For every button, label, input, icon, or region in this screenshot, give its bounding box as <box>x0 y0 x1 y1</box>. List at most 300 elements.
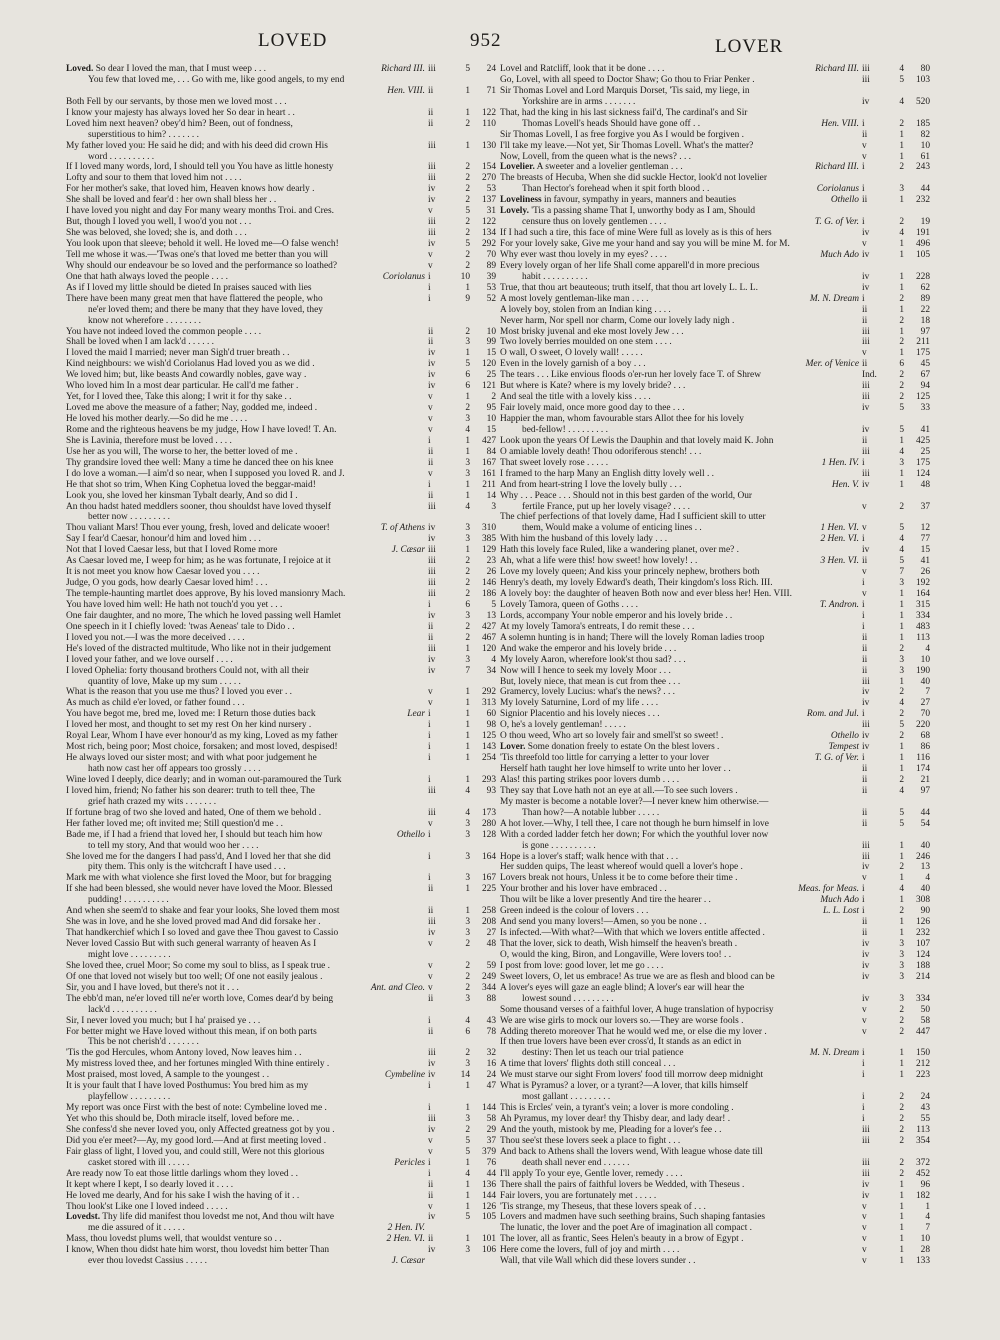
concordance-entry <box>500 1169 930 1180</box>
scene-number: 2 <box>465 184 470 195</box>
concordance-entry <box>500 775 930 786</box>
entry-quotation: I know, When thou didst hate him worst, thou lovedst him better Than <box>66 1245 330 1256</box>
scene-number: 2 <box>899 337 904 348</box>
act-number: iv <box>428 359 436 370</box>
play-title: 2 Hen. IV. <box>387 1223 425 1234</box>
concordance-entry <box>66 578 496 589</box>
play-title: Mer. of Venice <box>805 359 859 370</box>
entry-quotation: That handkerchief which I so loved and gave thee Thou gavest to Cassio <box>66 928 339 939</box>
concordance-entry <box>66 972 496 983</box>
entry-quotation: better now . . . . . . . . . <box>88 512 171 523</box>
scene-number: 3 <box>465 818 470 829</box>
entry-reference <box>422 502 496 513</box>
concordance-entry <box>500 512 930 523</box>
line-number: 12 <box>920 523 930 534</box>
act-number: ii <box>862 315 868 326</box>
scene-number: 2 <box>899 1004 904 1015</box>
entry-reference <box>856 994 930 1005</box>
entry-reference <box>856 819 930 830</box>
entry-reference <box>422 819 496 830</box>
line-number: 31 <box>486 206 496 217</box>
scene-number: 3 <box>465 1245 470 1256</box>
scene-number: 2 <box>899 906 904 917</box>
scene-number: 4 <box>899 64 904 74</box>
entry-quotation: ne'er loved them; and there be many that they have loved, they <box>88 304 323 315</box>
concordance-entry <box>66 425 496 436</box>
act-number: iii <box>428 1114 436 1124</box>
entry-quotation: With a corded ladder fetch her down; For which the youthful lover now <box>500 829 769 840</box>
entry-quotation: Shall be loved when I am lack'd . . . . . . <box>66 337 215 348</box>
act-number: ii <box>862 304 868 315</box>
scene-number: 1 <box>899 764 904 774</box>
concordance-entry <box>500 1234 930 1245</box>
entry-quotation: Mass, thou lovedst plums well, that wouldst venture so . . <box>66 1234 282 1245</box>
entry-reference <box>856 381 930 392</box>
line-number: 174 <box>915 764 930 774</box>
play-title: Othello <box>830 195 859 206</box>
entry-reference <box>422 359 496 370</box>
entry-quotation: My father loved you: He said he did; and with his deed did crown His <box>66 140 328 151</box>
entry-reference <box>422 873 496 884</box>
scene-number: 2 <box>899 370 904 381</box>
entry-quotation: Ah, what a life were this! how sweet! how lovely! . . <box>500 556 698 567</box>
act-number: v <box>428 1146 433 1157</box>
entry-reference <box>385 1223 496 1234</box>
entry-quotation: We are wise girls to mock our lovers so.—They are worse fools . <box>500 1015 744 1026</box>
line-number: 315 <box>915 599 930 610</box>
act-number: iv <box>862 282 870 293</box>
act-number: i <box>862 753 865 764</box>
entry-quotation: Even in the lovely garnish of a boy . . . <box>500 359 646 370</box>
act-number: i <box>428 293 431 304</box>
concordance-entry <box>66 228 496 239</box>
scene-number: 1 <box>899 873 904 884</box>
entry-reference <box>383 1234 496 1245</box>
concordance-entry <box>66 1147 496 1158</box>
play-title: T. G. of Ver. <box>814 217 859 228</box>
act-number: iv <box>862 993 870 1004</box>
scene-number: 4 <box>899 785 904 796</box>
concordance-entry <box>500 195 930 206</box>
entry-quotation: But, lovely niece, that mean is cut from thee . . . <box>500 676 681 687</box>
entry-quotation: I loved you not.—I was the more deceived . . . . <box>66 632 245 643</box>
entry-quotation: grief hath crazed my wits . . . . . . . <box>88 796 217 807</box>
line-number: 97 <box>920 785 930 796</box>
act-number: ii <box>862 643 868 654</box>
entry-reference <box>422 666 496 677</box>
entry-quotation: He's loved of the distracted multitude, Who like not in their judgement <box>66 643 331 654</box>
entry-reference <box>378 64 496 75</box>
act-number: ii <box>862 818 868 829</box>
entry-quotation: True, that thou art beauteous; truth itself, that thou art lovely L. L. L. <box>500 282 758 293</box>
concordance-entry <box>500 819 930 830</box>
entry-quotation: They say that Love hath not an eye at all.—To see such lovers . <box>500 785 738 796</box>
line-number: 25 <box>920 446 930 457</box>
act-number: iii <box>862 1168 870 1179</box>
play-title: 2 Hen. VI. <box>820 534 859 545</box>
concordance-entry <box>66 589 496 600</box>
scene-number: 1 <box>899 895 904 906</box>
entry-reference <box>812 162 930 173</box>
concordance-entry <box>500 337 930 348</box>
act-number: v <box>428 687 433 698</box>
line-number: 45 <box>920 359 930 370</box>
entry-reference <box>803 359 930 370</box>
line-number: 29 <box>486 1124 496 1135</box>
concordance-entry <box>66 458 496 469</box>
entry-quotation: Hath this lovely face Ruled, like a wandering planet, over me? . <box>500 545 739 556</box>
concordance-entry <box>500 97 930 108</box>
play-title: J. Cæsar <box>391 1256 425 1267</box>
line-number: 167 <box>481 457 496 468</box>
scene-number: 1 <box>899 632 904 643</box>
entry-quotation: Judge, O you gods, how dearly Caesar loved him! . . . <box>66 578 268 589</box>
line-number: 55 <box>920 1114 930 1124</box>
concordance-entry <box>66 1256 496 1267</box>
act-number: iv <box>428 239 436 249</box>
concordance-entry <box>66 512 496 523</box>
entry-reference <box>368 983 496 994</box>
line-number: 43 <box>486 1015 496 1026</box>
scene-number: 2 <box>465 589 470 599</box>
entry-reference <box>856 567 930 578</box>
entry-quotation: At my lovely Tamora's entreats, I do remit these . . . <box>500 621 695 632</box>
entry-quotation: O, would the king, Biron, and Longaville, Were lovers too! . . <box>500 949 732 960</box>
entry-quotation: know not wherefore . . . . . . . . <box>88 315 201 326</box>
scene-number: 6 <box>465 1026 470 1037</box>
scene-number: 2 <box>465 195 470 206</box>
scene-number: 1 <box>465 906 470 917</box>
entry-quotation: Did you e'er meet?—Ay, my good lord.—And at first meeting loved . <box>66 1135 327 1146</box>
line-number: 164 <box>481 851 496 862</box>
line-number: 220 <box>915 720 930 731</box>
line-number: 232 <box>915 195 930 206</box>
line-number: 427 <box>481 621 496 632</box>
play-title: Rom. and Jul. <box>806 709 859 720</box>
entry-reference <box>384 86 496 97</box>
play-title: Cymbeline <box>384 1070 425 1081</box>
entry-quotation: As Caesar loved me, I weep for him; as he was fortunate, I rejoice at it <box>66 556 331 567</box>
entry-quotation: Lovel and Ratcliff, look that it be done . . . . <box>500 64 665 74</box>
entry-quotation: Loved him next heaven? obey'd him? Been, out of fondness, <box>66 118 293 129</box>
scene-number: 3 <box>465 457 470 468</box>
line-number: 61 <box>920 151 930 162</box>
act-number: iii <box>428 567 436 578</box>
act-number: iii <box>428 64 436 74</box>
concordance-entry <box>66 928 496 939</box>
entry-quotation: Go, Lovel, with all speed to Doctor Shaw; Go thou to Friar Penker . <box>500 74 755 85</box>
scene-number: 3 <box>465 851 470 862</box>
line-number: 10 <box>920 140 930 151</box>
scene-number: 3 <box>465 414 470 424</box>
act-number: v <box>862 1223 867 1234</box>
entry-reference <box>422 961 496 972</box>
line-number: 385 <box>481 534 496 545</box>
concordance-entry <box>500 1212 930 1223</box>
entry-reference <box>856 972 930 983</box>
concordance-entry <box>66 64 496 75</box>
scene-number: 2 <box>465 217 470 228</box>
entry-reference <box>422 567 496 578</box>
concordance-entry <box>66 698 496 709</box>
scene-number: 1 <box>899 840 904 851</box>
entry-reference <box>422 294 496 305</box>
act-number: i <box>428 720 431 731</box>
concordance-entry <box>500 928 930 939</box>
act-number: v <box>428 468 433 479</box>
concordance-entry <box>66 162 496 173</box>
entry-quotation: My mistress loved thee, and her fortunes mingled With thine entirely . <box>66 1059 330 1070</box>
act-number: iv <box>862 228 870 239</box>
scene-number: 1 <box>465 698 470 709</box>
concordance-entry <box>66 206 496 217</box>
line-number: 105 <box>481 1212 496 1223</box>
entry-quotation: And seal the title with a lovely kiss . . . . <box>500 392 651 403</box>
concordance-entry <box>66 239 496 250</box>
entry-reference <box>856 1125 930 1136</box>
concordance-entry <box>66 545 496 556</box>
line-number: 243 <box>915 162 930 173</box>
act-number: iv <box>428 610 436 621</box>
entry-reference <box>819 458 930 469</box>
concordance-entry <box>66 403 496 414</box>
line-number: 249 <box>481 971 496 982</box>
line-number: 354 <box>915 1135 930 1146</box>
concordance-entry <box>66 556 496 567</box>
concordance-entry <box>66 983 496 994</box>
act-number: iii <box>428 140 436 151</box>
entry-quotation: She shall be loved and fear'd : her own shall bless her . . <box>66 195 277 206</box>
entry-reference <box>814 184 930 195</box>
concordance-entry <box>66 939 496 950</box>
entry-quotation: Are ready now To eat those little darlings whom they loved . . <box>66 1168 298 1179</box>
entry-quotation: Wall, that vile Wall which did these lovers sunder . . <box>500 1256 696 1267</box>
entry-reference <box>856 97 930 108</box>
entry-reference <box>422 786 496 797</box>
entry-quotation: There have been many great men that have flattered the people, who <box>66 293 323 304</box>
line-number: 98 <box>486 720 496 731</box>
scene-number: 2 <box>465 118 470 129</box>
concordance-entry <box>66 108 496 119</box>
line-number: 53 <box>486 282 496 293</box>
entry-reference <box>856 698 930 709</box>
line-number: 24 <box>486 1070 496 1081</box>
concordance-entry <box>66 130 496 141</box>
act-number: ii <box>862 928 868 939</box>
entry-quotation: destiny: Then let us teach our trial patience <box>522 1048 684 1059</box>
concordance-entry <box>500 687 930 698</box>
entry-quotation: The tears . . . Like envious floods o'er-run her lovely face T. of Shrew <box>500 370 761 381</box>
entry-reference <box>812 753 930 764</box>
concordance-entry <box>500 950 930 961</box>
scene-number: 3 <box>465 1114 470 1124</box>
concordance-entry <box>66 261 496 272</box>
entry-quotation: She is Lavinia, therefore must be loved . . . . <box>66 435 232 446</box>
act-number: ii <box>428 326 434 337</box>
entry-reference <box>828 731 930 742</box>
concordance-entry <box>66 480 496 491</box>
entry-reference <box>422 381 496 392</box>
entry-quotation: Royal Lear, Whom I have ever honour'd as my king, Loved as my father <box>66 731 338 742</box>
entry-quotation: If fortune brag of two she loved and hated, One of them we behold . <box>66 807 322 818</box>
act-number: iv <box>862 971 870 982</box>
concordance-entry <box>500 808 930 819</box>
act-number: iv <box>862 403 870 414</box>
scene-number: 2 <box>899 162 904 173</box>
act-number: iv <box>862 249 870 260</box>
scene-number: 1 <box>899 1048 904 1059</box>
act-number: iv <box>862 949 870 960</box>
entry-reference <box>422 1048 496 1059</box>
entry-quotation: The lunatic, the lover and the poet Are of imagination all compact . <box>500 1223 752 1234</box>
entry-quotation: fertile France, put up her lovely visage? . . . . <box>522 501 690 512</box>
entry-reference <box>812 64 930 75</box>
entry-quotation: Sir Thomas Lovell, I as free forgive you As I would be forgiven . <box>500 129 744 140</box>
entry-reference <box>422 173 496 184</box>
line-number: 27 <box>486 928 496 939</box>
act-number: ii <box>862 774 868 785</box>
line-number: 77 <box>920 534 930 545</box>
act-number: i <box>862 884 865 895</box>
entry-quotation: Lovers break not hours, Unless it be to come before their time . <box>500 873 738 884</box>
entry-quotation: Herself hath taught her love himself to write unto her lover . . <box>500 764 731 774</box>
entry-quotation: For your lovely sake, Give me your hand and say you will be mine M. for M. <box>500 239 790 249</box>
entry-reference <box>856 337 930 348</box>
concordance-entry <box>500 589 930 600</box>
entry-reference <box>856 950 930 961</box>
entry-quotation: O, he's a lovely gentleman! . . . . . <box>500 720 626 731</box>
scene-number: 1 <box>465 282 470 293</box>
entry-quotation: Than Hector's forehead when it spit forth blood . . <box>522 184 710 195</box>
entry-quotation: habit . . . . . . . . . . <box>522 271 588 282</box>
entry-quotation: He loved me dearly, And for his sake I wish the having of it . . <box>66 1190 300 1201</box>
line-number: 41 <box>920 424 930 435</box>
concordance-entry <box>500 655 930 666</box>
entry-quotation: Fair lovers, you are fortunately met . . . . . <box>500 1190 657 1201</box>
line-number: 68 <box>920 731 930 742</box>
act-number: v <box>862 1212 867 1223</box>
entry-quotation: I loved Ophelia: forty thousand brothers Could not, with all their <box>66 665 309 676</box>
entry-reference <box>856 873 930 884</box>
entry-quotation: And send you many lovers!—Amen, so you be none . . <box>500 917 707 928</box>
concordance-entry <box>500 742 930 753</box>
line-number: 520 <box>915 96 930 107</box>
entry-reference <box>856 469 930 480</box>
entry-reference <box>422 1147 496 1158</box>
scene-number: 3 <box>465 468 470 479</box>
entry-quotation: Than how?—A notable lubber . . . . . <box>522 807 660 818</box>
entry-reference <box>422 698 496 709</box>
concordance-entry <box>500 1070 930 1081</box>
line-number: 192 <box>915 578 930 589</box>
entry-reference <box>422 141 496 152</box>
line-number: 28 <box>920 1245 930 1256</box>
act-number: v <box>862 1015 867 1026</box>
line-number: 113 <box>916 632 930 643</box>
scene-number: 6 <box>465 381 470 392</box>
line-number: 113 <box>916 1124 930 1135</box>
line-number: 126 <box>915 917 930 928</box>
act-number: i <box>428 1015 431 1026</box>
play-title: Othello <box>396 829 425 840</box>
entry-quotation: Signior Placentio and his lovely nieces . . . <box>500 709 660 720</box>
entry-reference <box>422 1191 496 1202</box>
scene-number: 1 <box>899 304 904 315</box>
headword: Lovelier. <box>500 162 535 173</box>
scene-number: 1 <box>465 1157 470 1168</box>
entry-reference <box>856 775 930 786</box>
scene-number: 3 <box>465 534 470 545</box>
line-number: 122 <box>481 107 496 118</box>
scene-number: 4 <box>899 446 904 457</box>
scene-number: 1 <box>899 676 904 687</box>
header-left-keyword: LOVED <box>258 30 328 51</box>
entry-reference <box>422 1103 496 1114</box>
scene-number: 4 <box>899 96 904 107</box>
concordance-entry <box>66 195 496 206</box>
entry-quotation: For better might we Have loved without this mean, if on both parts <box>66 1026 317 1037</box>
line-number: 76 <box>486 1157 496 1168</box>
entry-reference <box>422 994 496 1005</box>
entry-reference <box>422 458 496 469</box>
act-number: ii <box>862 435 868 446</box>
concordance-entry <box>66 1245 496 1256</box>
entry-reference <box>422 972 496 983</box>
entry-quotation: One fair daughter, and no more, The which he loved passing well Hamlet <box>66 610 341 621</box>
act-number: ii <box>428 85 434 96</box>
entry-reference <box>856 228 930 239</box>
entry-quotation: My lovely Saturnine, Lord of my life . . . . <box>500 698 659 709</box>
act-number: i <box>862 217 865 228</box>
act-number: iii <box>862 392 870 403</box>
scene-number: 1 <box>465 1103 470 1114</box>
entry-quotation: A solemn hunting is in hand; There will the lovely Roman ladies troop <box>500 632 765 643</box>
entry-reference <box>812 217 930 228</box>
concordance-entry <box>66 709 496 720</box>
concordance-entry <box>500 108 930 119</box>
act-number: i <box>428 829 431 840</box>
scene-number: 4 <box>465 785 470 796</box>
act-number: iv <box>428 928 436 939</box>
line-number: 133 <box>915 1256 930 1267</box>
entry-reference <box>856 808 930 819</box>
line-number: 39 <box>486 271 496 282</box>
play-title: Hen. VIII. <box>387 85 425 96</box>
scene-number: 5 <box>465 64 470 74</box>
entry-reference <box>380 272 496 283</box>
line-number: 211 <box>916 337 930 348</box>
concordance-entry <box>500 184 930 195</box>
line-number: 25 <box>486 370 496 381</box>
scene-number: 3 <box>465 928 470 939</box>
line-number: 70 <box>486 249 496 260</box>
entry-quotation: And from heart-string I love the lovely bully . . . <box>500 479 682 490</box>
entry-quotation: Bade me, if I had a friend that loved her, I should but teach him how <box>66 829 323 840</box>
act-number: iii <box>428 162 436 173</box>
line-number: 44 <box>920 807 930 818</box>
act-number: i <box>428 709 431 720</box>
entry-quotation: O wall, O sweet, O lovely wall! . . . . . <box>500 348 643 359</box>
line-number: 116 <box>916 753 930 764</box>
entry-reference <box>856 1136 930 1147</box>
concordance-entry <box>66 1027 496 1038</box>
entry-quotation: Both Fell by our servants, by those men we loved most . . . <box>66 96 287 107</box>
concordance-entry <box>500 228 930 239</box>
act-number: iii <box>428 501 436 512</box>
line-number: 94 <box>920 381 930 392</box>
concordance-entry <box>66 830 496 841</box>
entry-quotation: It is not meet you know how Caesar loved you . . . . <box>66 567 260 578</box>
